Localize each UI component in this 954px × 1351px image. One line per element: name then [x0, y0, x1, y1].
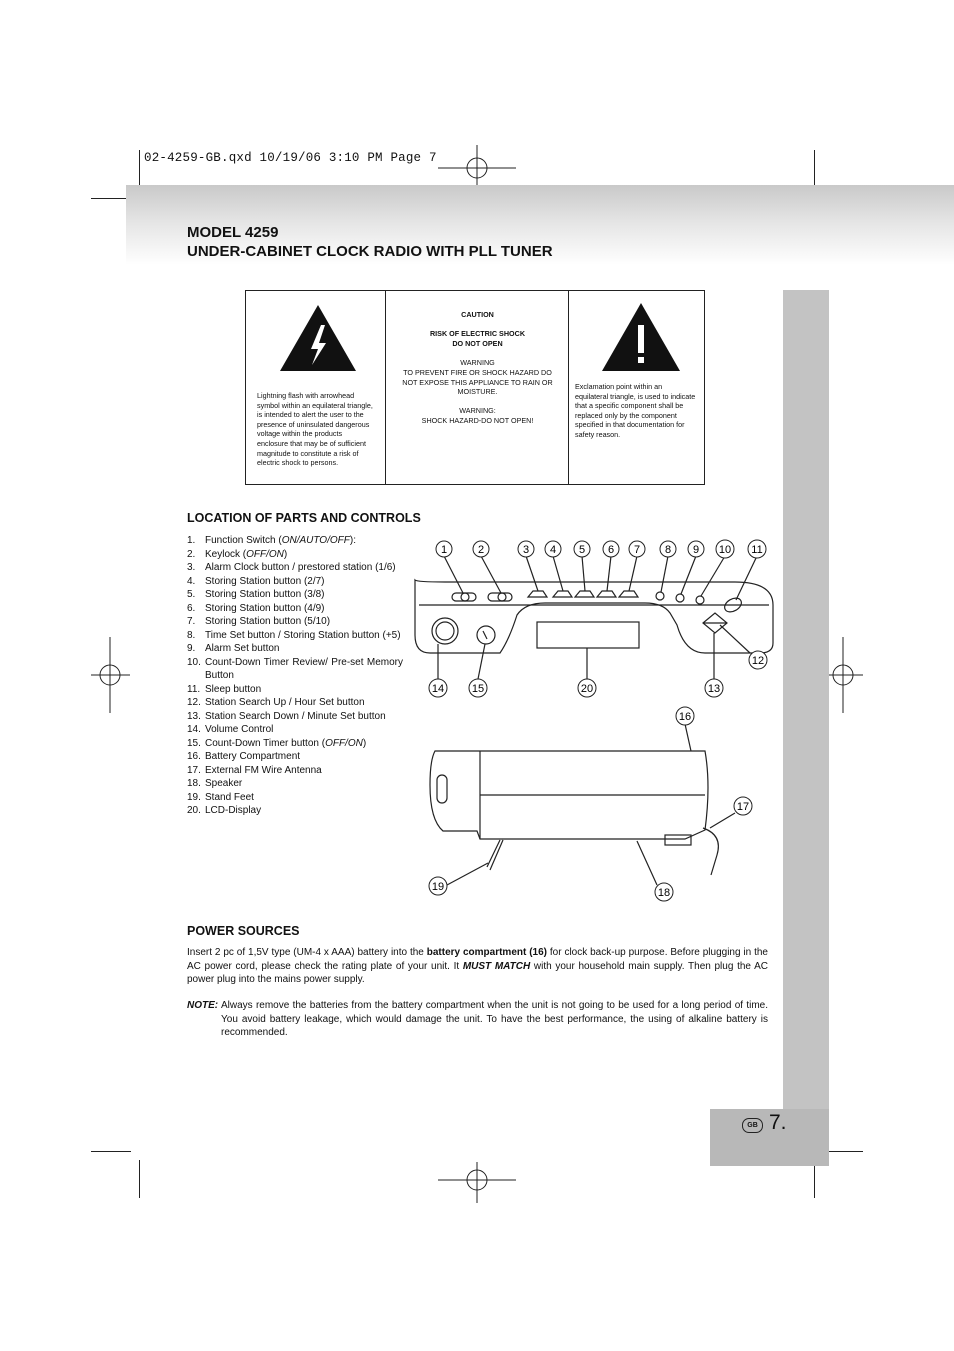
list-item: [187, 764, 403, 778]
list-item-text: Station Search Down / Minute Set button: [205, 710, 386, 722]
stand-foot: [490, 840, 503, 870]
list-item-text: Time Set button / Storing Station button (+5): [205, 629, 401, 641]
svg-text:15: 15: [471, 683, 485, 695]
safety-warning-box: [245, 290, 705, 485]
warning-1-text: TO PREVENT FIRE OR SHOCK HAZARD DO NOT EXPOSE THIS APPLIANCE TO RAIN OR MOISTURE.: [402, 368, 553, 397]
svg-text:18: 18: [657, 887, 671, 899]
label-7: [629, 541, 645, 557]
list-item: [187, 696, 403, 710]
label-1: [436, 541, 452, 557]
side-strip: [783, 290, 829, 1110]
svg-text:14: 14: [431, 683, 445, 695]
antenna-wire: [703, 828, 718, 875]
caution-label: CAUTION: [461, 310, 494, 319]
power-paragraph: [187, 946, 768, 987]
print-slug: 02-4259-GB.qxd 10/19/06 3:10 PM Page 7: [144, 151, 437, 165]
svg-text:11: 11: [751, 544, 763, 556]
parts-heading: LOCATION OF PARTS AND CONTROLS: [187, 511, 421, 525]
lcd-display-outline: [537, 622, 639, 648]
list-item: [187, 575, 403, 589]
list-item-text: LCD-Display: [205, 805, 262, 816]
list-item: [187, 683, 403, 697]
list-item: [187, 723, 403, 737]
timer-knob: [477, 626, 495, 644]
note-label: NOTE:: [187, 1000, 219, 1011]
list-item-text: External FM Wire Antenna: [205, 764, 322, 776]
list-item-text: Storing Station button (5/10): [205, 616, 331, 627]
power-text-c: for clock back-up purpose. Before plugging in the AC power cord, please check the rating plate of your unit. It: [187, 947, 768, 972]
list-item-text: Function Switch (ON/AUTO/OFF):: [205, 535, 356, 546]
label-2: [473, 541, 489, 557]
list-item-number: 3.: [187, 562, 196, 573]
warning-1-label: WARNING: [460, 358, 495, 367]
list-item: [187, 534, 403, 548]
label-18: [655, 883, 673, 901]
svg-text:13: 13: [707, 683, 721, 695]
list-item-text: Storing Station button (2/7): [205, 575, 325, 587]
power-text-a: Insert 2 pc of 1,5V type (UM-4 x AAA) battery into the: [187, 947, 427, 958]
label-11: [748, 540, 766, 558]
label-8: [660, 541, 676, 557]
list-item-number: 16.: [187, 751, 201, 762]
svg-text:19: 19: [431, 881, 445, 893]
list-item-number: 19.: [187, 791, 201, 803]
label-19: [429, 877, 447, 895]
list-item: [187, 615, 403, 629]
power-text-e: with your household main supply. Then plug the AC power plug into the mains power supply.: [187, 960, 768, 985]
power-text-b: battery compartment (16): [426, 947, 547, 958]
list-item-number: 2.: [187, 548, 196, 560]
svg-text:6: 6: [607, 544, 615, 556]
list-item-text: Count-Down Timer button (OFF/ON): [205, 737, 367, 749]
warning-2-label: WARNING:: [459, 406, 496, 415]
exclamation-triangle-icon: [600, 301, 682, 373]
warning-right-column: [569, 291, 704, 484]
label-12: [749, 651, 767, 669]
list-item: [187, 561, 403, 575]
list-item-number: 1.: [187, 535, 196, 546]
list-item-number: 20.: [187, 805, 201, 816]
lightning-triangle-icon: [278, 303, 358, 373]
label-5: [574, 541, 590, 557]
list-item: [187, 602, 403, 616]
label-16: [676, 707, 694, 725]
list-item-text: Alarm Set button: [205, 643, 280, 654]
list-item: [187, 710, 403, 724]
list-item: [187, 804, 403, 818]
label-20: [578, 679, 596, 697]
page-subtitle: UNDER-CABINET CLOCK RADIO WITH PLL TUNER: [187, 243, 553, 260]
list-item-number: 17.: [187, 764, 201, 776]
list-item: [187, 750, 403, 764]
list-item-text: Count-Down Timer Review/ Pre-set Memory Button: [205, 656, 403, 681]
list-item-text: Stand Feet: [205, 791, 254, 803]
risk-line-2: DO NOT OPEN: [452, 339, 503, 348]
power-text-d: MUST MATCH: [462, 960, 531, 972]
list-item-text: Battery Compartment: [205, 751, 301, 762]
language-badge: GB: [742, 1118, 763, 1133]
list-item-number: 13.: [187, 710, 201, 722]
svg-text:12: 12: [751, 655, 765, 667]
svg-text:20: 20: [580, 683, 594, 695]
list-item-text: Keylock (OFF/ON): [205, 548, 288, 560]
svg-text:5: 5: [578, 544, 586, 556]
warning-2-text: SHOCK HAZARD-DO NOT OPEN!: [421, 416, 534, 425]
parts-list: [187, 534, 403, 818]
list-item-text: Sleep button: [205, 683, 262, 695]
label-3: [518, 541, 534, 557]
svg-text:9: 9: [692, 544, 700, 556]
label-6: [603, 541, 619, 557]
list-item-text: Station Search Up / Hour Set button: [205, 697, 365, 708]
svg-text:16: 16: [678, 711, 692, 723]
lightning-description: Lightning flash with arrowhead symbol within an equilateral triangle, is intended to alert the user to the presence of uninsulated dangerous voltage within the products enclosure that may be of sufficient magnitude to constitute a risk of electric shock to persons.: [257, 391, 373, 468]
warning-left-column: [246, 291, 386, 484]
list-item-text: Volume Control: [205, 724, 274, 735]
power-heading: POWER SOURCES: [187, 924, 300, 938]
list-item-text: Storing Station button (4/9): [205, 602, 325, 614]
list-item-number: 14.: [187, 724, 201, 735]
svg-text:2: 2: [477, 544, 485, 556]
list-item-text: Alarm Clock button / prestored station (1/6): [205, 562, 396, 573]
list-item-number: 10.: [187, 656, 201, 668]
svg-text:10: 10: [718, 544, 732, 556]
list-item-number: 15.: [187, 737, 201, 749]
product-diagram: [405, 535, 775, 905]
warning-center-column: [386, 291, 569, 484]
label-17: [734, 797, 752, 815]
list-item-number: 18.: [187, 778, 201, 789]
label-10: [716, 540, 734, 558]
label-15: [469, 679, 487, 697]
list-item: [187, 642, 403, 656]
list-item: [187, 548, 403, 562]
list-item-number: 7.: [187, 616, 196, 627]
list-item: [187, 629, 403, 643]
label-14: [429, 679, 447, 697]
list-item-number: 9.: [187, 643, 196, 654]
page-number: 7.: [769, 1111, 787, 1134]
list-item-number: 5.: [187, 589, 196, 600]
svg-text:7: 7: [633, 544, 641, 556]
risk-line-1: RISK OF ELECTRIC SHOCK: [429, 329, 526, 338]
exclamation-description: Exclamation point within an equilateral triangle, is used to indicate that a specific component shall be replaced only by the component specified in that documentation for safety reason.: [575, 382, 696, 439]
list-item: [187, 656, 403, 683]
list-item-number: 6.: [187, 602, 196, 614]
svg-text:8: 8: [664, 544, 672, 556]
label-4: [545, 541, 561, 557]
svg-text:17: 17: [736, 801, 750, 813]
list-item-number: 8.: [187, 629, 196, 641]
list-item: [187, 791, 403, 805]
function-switch: [452, 593, 476, 601]
svg-text:4: 4: [549, 544, 557, 556]
list-item: [187, 588, 403, 602]
note-text: Always remove the batteries from the battery compartment when the unit is not going to be used for a long period of time. You avoid battery leakage, which would damage the unit. To have the best performance, the using of alkaline battery is recommended.: [221, 1000, 768, 1038]
label-9: [688, 541, 704, 557]
page-title: MODEL 4259: [187, 224, 279, 241]
list-item-number: 12.: [187, 697, 201, 708]
list-item-text: Speaker: [205, 778, 243, 789]
list-item-text: Storing Station button (3/8): [205, 589, 325, 600]
list-item-number: 11.: [187, 683, 201, 695]
svg-text:3: 3: [522, 544, 530, 556]
label-13: [705, 679, 723, 697]
svg-text:1: 1: [440, 544, 448, 556]
list-item-number: 4.: [187, 575, 196, 587]
list-item: [187, 737, 403, 751]
list-item: [187, 777, 403, 791]
